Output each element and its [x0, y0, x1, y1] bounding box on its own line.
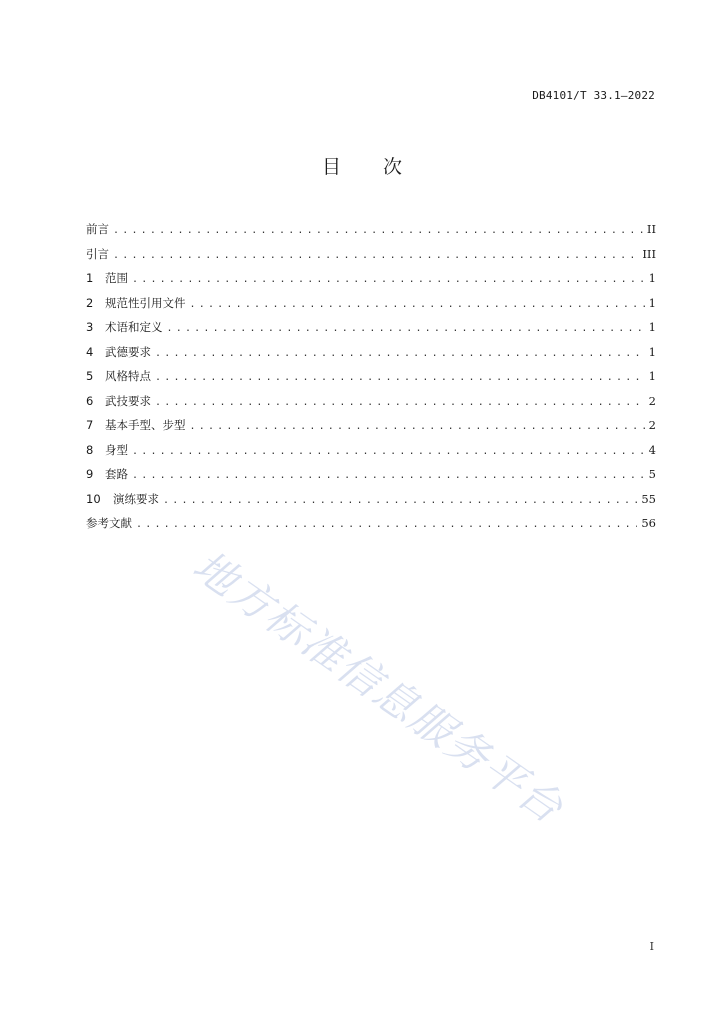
toc-entry-page: 1 — [648, 344, 656, 359]
toc-entry-label: 武德要求 — [105, 344, 151, 359]
toc-entry-label: 基本手型、步型 — [105, 418, 186, 432]
toc-entry-label: 武技要求 — [105, 393, 151, 408]
dot-leader — [132, 440, 645, 465]
page-title — [0, 152, 724, 179]
toc-entry-page: 5 — [648, 467, 656, 481]
toc-entry-style-features[interactable] — [86, 364, 656, 389]
dot-leader — [113, 244, 638, 269]
toc-entry-introduction[interactable] — [86, 242, 656, 267]
toc-entry-number: 7 — [86, 418, 94, 432]
toc-entry-label: 风格特点 — [105, 369, 151, 383]
toc-entry-page: III — [642, 246, 656, 261]
title-char-2: 次 — [383, 156, 403, 178]
page-number: I — [649, 940, 654, 953]
toc-entry-page: 1 — [648, 271, 656, 285]
toc-entry-performance-requirements[interactable] — [86, 487, 656, 512]
toc-entry-number: 8 — [86, 442, 94, 457]
toc-entry-page: 4 — [648, 442, 656, 457]
toc-entry-terms-definitions[interactable] — [86, 315, 656, 340]
dot-leader — [167, 317, 645, 342]
toc-entry-number: 9 — [86, 467, 94, 481]
toc-entry-number: 4 — [86, 344, 94, 359]
toc-entry-skill-requirements[interactable] — [86, 389, 656, 414]
toc-entry-label: 范围 — [105, 271, 128, 285]
toc-entry-page: 55 — [641, 491, 656, 506]
toc-entry-label: 演练要求 — [113, 491, 159, 506]
toc-entry-label: 规范性引用文件 — [105, 295, 186, 310]
toc-entry-page: 2 — [648, 418, 656, 432]
toc-entry-martial-ethics[interactable] — [86, 340, 656, 365]
toc-entry-body-form[interactable] — [86, 438, 656, 463]
table-of-contents — [86, 217, 656, 536]
toc-entry-page: 1 — [648, 369, 656, 383]
dot-leader — [113, 219, 643, 244]
toc-entry-label: 前言 — [86, 222, 109, 236]
dot-leader — [136, 513, 637, 538]
toc-entry-number: 6 — [86, 393, 94, 408]
dot-leader — [163, 489, 637, 514]
document-id: DB4101/T 33.1—2022 — [532, 89, 655, 102]
toc-entry-page: II — [646, 222, 656, 236]
toc-entry-label: 术语和定义 — [105, 320, 163, 334]
toc-entry-label: 参考文献 — [86, 516, 132, 530]
title-char-1: 目 — [321, 156, 341, 178]
toc-entry-number: 2 — [86, 295, 94, 310]
dot-leader — [132, 268, 645, 293]
toc-entry-number: 10 — [86, 491, 101, 506]
dot-leader — [155, 342, 645, 367]
toc-entry-number: 5 — [86, 369, 94, 383]
toc-entry-number: 3 — [86, 320, 94, 334]
toc-entry-scope[interactable] — [86, 266, 656, 291]
toc-entry-label: 套路 — [105, 467, 128, 481]
dot-leader — [190, 415, 645, 440]
toc-entry-page: 56 — [641, 516, 656, 530]
toc-entry-hand-stance[interactable] — [86, 413, 656, 438]
toc-entry-page: 2 — [648, 393, 656, 408]
dot-leader — [155, 391, 645, 416]
toc-entry-bibliography[interactable] — [86, 511, 656, 536]
toc-entry-label: 引言 — [86, 246, 109, 261]
dot-leader — [155, 366, 645, 391]
toc-entry-foreword[interactable] — [86, 217, 656, 242]
toc-entry-number: 1 — [86, 271, 94, 285]
toc-entry-page: 1 — [648, 295, 656, 310]
toc-entry-page: 1 — [648, 320, 656, 334]
toc-entry-label: 身型 — [105, 442, 128, 457]
toc-entry-routines[interactable] — [86, 462, 656, 487]
dot-leader — [190, 293, 645, 318]
toc-entry-normative-references[interactable] — [86, 291, 656, 316]
dot-leader — [132, 464, 645, 489]
watermark-text: 地方标准信息服务平台 — [184, 540, 573, 834]
